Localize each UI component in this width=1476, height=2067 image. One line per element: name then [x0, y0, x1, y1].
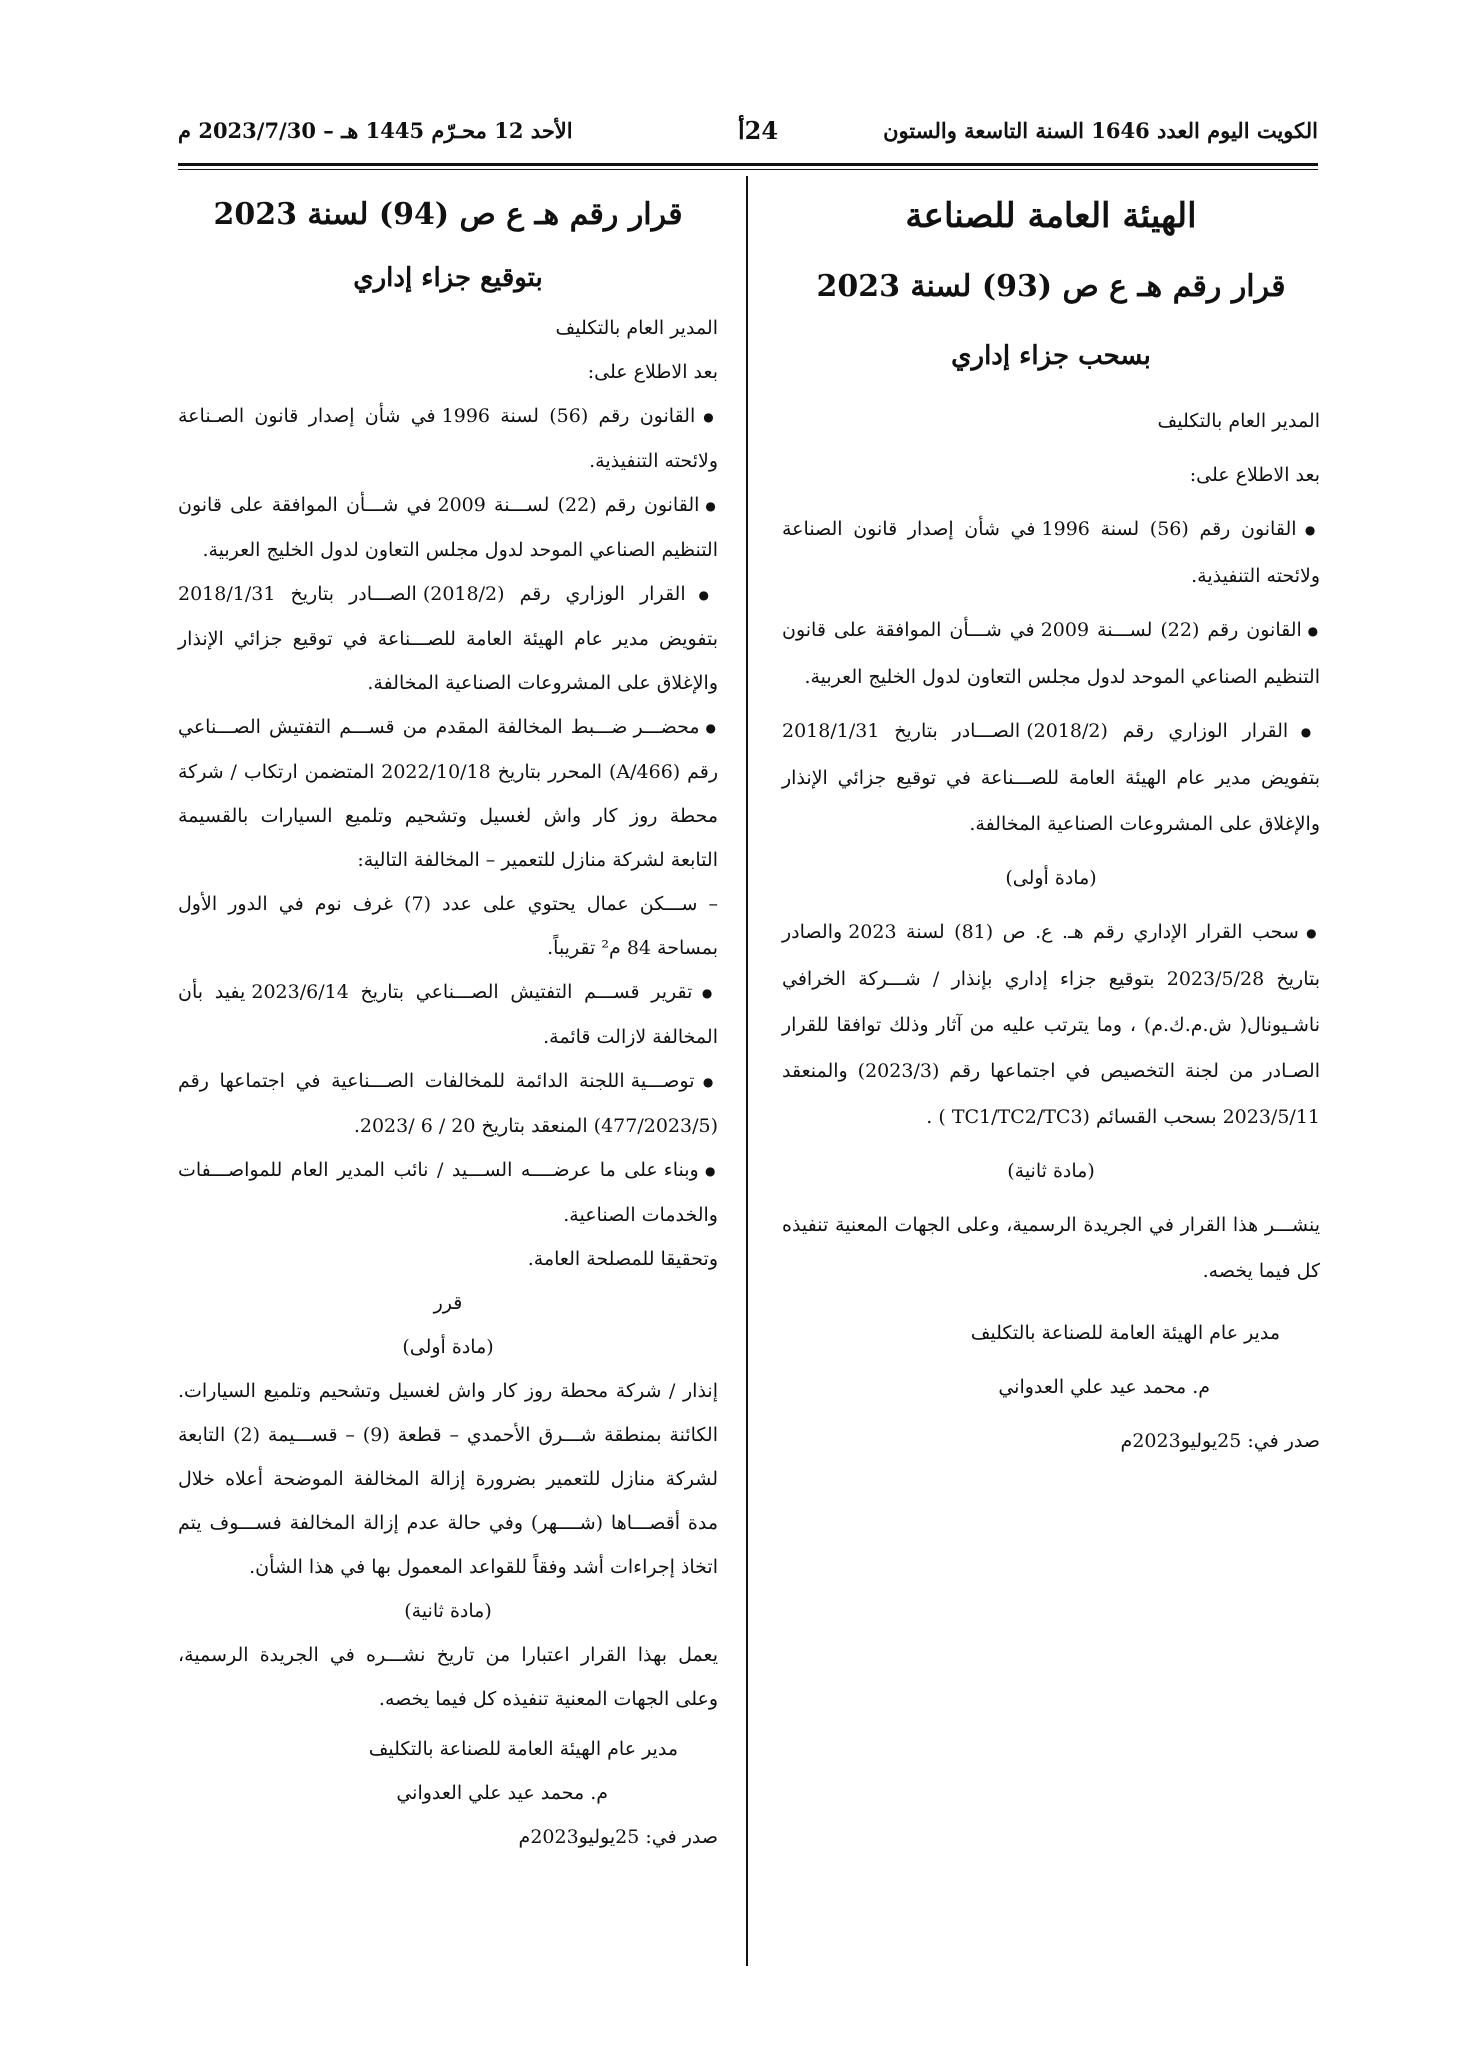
page-number: 24أ [737, 116, 779, 145]
decision-94-article-1: إنذار / شركة محطة روز كار واش لغسيل وتشحيم وتلميع السيارات. الكائنة بمنطقة شـــرق الأحمدي – قطعة (9) – قســـيمة (2) التابعة لشركة منازل للتعمير بضرورة إزالة المخالفة الموضحة أعلاه خلال مدة أقصـــاها (شــــهر) وفي حالة عدم إزالة المخالفة فســـوف يتم اتخاذ إجراءات أشد وفقاً للقواعد المعمول بها في هذا الشأن. [178, 1380, 718, 1578]
header-rule-thick [178, 163, 1318, 166]
decision-94-article-1-heading: (مادة أولى) [402, 1336, 494, 1358]
header-rule-thin [178, 169, 1318, 170]
decision-94-clause-5: ● تقرير قســـم التفتيش الصـــناعي بتاريخ 2023/6/14 يفيد بأن المخالفة لازالت قائمة. [178, 970, 718, 1059]
decision-94-preamble: بعد الاطلاع على: [587, 361, 718, 383]
decision-94-clause-6: ● توصـــية اللجنة الدائمة للمخالفات الصـــناعية في اجتماعها رقم (477/2023/5) المنعقد بتاريخ 20 / 6 /2023. [178, 1059, 718, 1148]
decision-93-title: قرار رقم هـ ع ص (93) لسنة 2023 [816, 269, 1286, 304]
decision-94-clause-7: ● وبناء على ما عرضــــه الســـيد / نائب المدير العام للمواصـــفات والخدمات الصناعية. [178, 1148, 718, 1237]
decision-94-clause-3: ● القرار الوزاري رقم (2018/2) الصـــادر بتاريخ 2018/1/31 بتفويض مدير عام الهيئة العامة للصـــناعة في توقيع جزائي الإنذار والإغلاق على المشروعات الصناعية المخالفة. [178, 572, 718, 705]
decision-94-issue-date: صدر في: 25يوليو2023م [518, 1826, 718, 1848]
decision-94-clause-2: ● القانون رقم (22) لســـنة 2009 في شـــأن الموافقة على قانون التنظيم الصناعي الموحد لدول مجلس التعاون لدول الخليج العربية. [178, 483, 718, 572]
decision-94-subtitle: بتوقيع جزاء إداري [353, 263, 543, 293]
decision-93-article-2: ينشـــر هذا القرار في الجريدة الرسمية، وعلى الجهات المعنية تنفيذه كل فيما يخصه. [782, 1214, 1320, 1282]
decision-94-issuer: المدير العام بالتكليف [555, 317, 718, 339]
decision-94-clause-4: ● محضـــر ضـــبط المخالفة المقدم من قســـم التفتيش الصـــناعي رقم (A/466) المحرر بتاريخ 2022/10/18 المتضمن ارتكاب / شركة محطة روز كار واش لغسيل وتشحيم وتلميع السيارات بالقسيمة التابعة لشركة منازل للتعمير – المخالفة التالية: [178, 705, 718, 882]
decision-94-clause-1: ● القانون رقم (56) لسنة 1996 في شأن إصدار قانون الصـناعة ولائحته التنفيذية. [178, 394, 718, 483]
decision-94-signatory-name: م. محمد عيد علي العدواني [396, 1782, 608, 1804]
decision-93-article-1-heading: (مادة أولى) [1005, 867, 1097, 889]
decision-93-issue-date: صدر في: 25يوليو2023م [1120, 1430, 1320, 1452]
decision-93-preamble: بعد الاطلاع على: [1189, 464, 1320, 486]
decision-94-signatory-title: مدير عام الهيئة العامة للصناعة بالتكليف [368, 1738, 678, 1760]
decision-94-decided: قرر [433, 1292, 463, 1314]
decision-94-column [178, 180, 718, 1859]
organization-title: الهيئة العامة للصناعة [905, 196, 1197, 236]
decision-94-violation: – ســـكن عمال يحتوي على عدد (7) غرف نوم في الدور الأول بمساحة 84 م² تقريباً. [178, 893, 718, 959]
decision-93-article-2-heading: (مادة ثانية) [1007, 1160, 1095, 1182]
decision-94-title: قرار رقم هـ ع ص (94) لسنة 2023 [213, 197, 683, 232]
issue-date: الأحد 12 محـرّم 1445 هـ – 2023/7/30 م [178, 118, 573, 143]
decision-93-clause-3: ● القرار الوزاري رقم (2018/2) الصـــادر بتاريخ 2018/1/31 بتفويض مدير عام الهيئة العامة للصـــناعة في توقيع جزائي الإنذار والإغلاق على المشروعات الصناعية المخالفة. [782, 708, 1320, 847]
column-divider [746, 176, 748, 1966]
decision-93-signatory-name: م. محمد عيد علي العدواني [998, 1376, 1210, 1398]
page-header [178, 118, 1318, 158]
gazette-issue: الكويت اليوم العدد 1646 السنة التاسعة والستون [883, 118, 1318, 143]
decision-93-clause-2: ● القانون رقم (22) لســـنة 2009 في شـــأن الموافقة على قانون التنظيم الصناعي الموحد لدول مجلس التعاون لدول الخليج العربية. [782, 607, 1320, 700]
decision-93-issuer: المدير العام بالتكليف [1157, 410, 1320, 432]
decision-94-public-interest: وتحقيقا للمصلحة العامة. [527, 1248, 718, 1270]
decision-93-column [782, 180, 1320, 1464]
decision-94-article-2-heading: (مادة ثانية) [404, 1600, 492, 1622]
decision-93-article-1: ● سحب القرار الإداري رقم هـ. ع. ص (81) لسنة 2023 والصادر بتاريخ 2023/5/28 بتوقيع جزاء إداري بإنذار / شـــركة الخرافي ناشـيونال( ش.م.ك.م) ، وما يترتب عليه من آثار وذلك توافقا للقرار الصـادر من لجنة التخصيص في اجتماعها رقم (2023/3) والمنعقد 2023/5/11 بسحب القسائم (TC1/TC2/TC3 ) . [782, 909, 1320, 1140]
decision-94-article-2: يعمل بهذا القرار اعتبارا من تاريخ نشـــره في الجريدة الرسمية، وعلى الجهات المعنية تنفيذه كل فيما يخصه. [178, 1644, 719, 1710]
decision-93-clause-1: ● القانون رقم (56) لسنة 1996 في شأن إصدار قانون الصناعة ولائحته التنفيذية. [782, 506, 1320, 599]
decision-93-subtitle: بسحب جزاء إداري [951, 341, 1151, 371]
decision-93-signatory-title: مدير عام الهيئة العامة للصناعة بالتكليف [970, 1322, 1280, 1344]
